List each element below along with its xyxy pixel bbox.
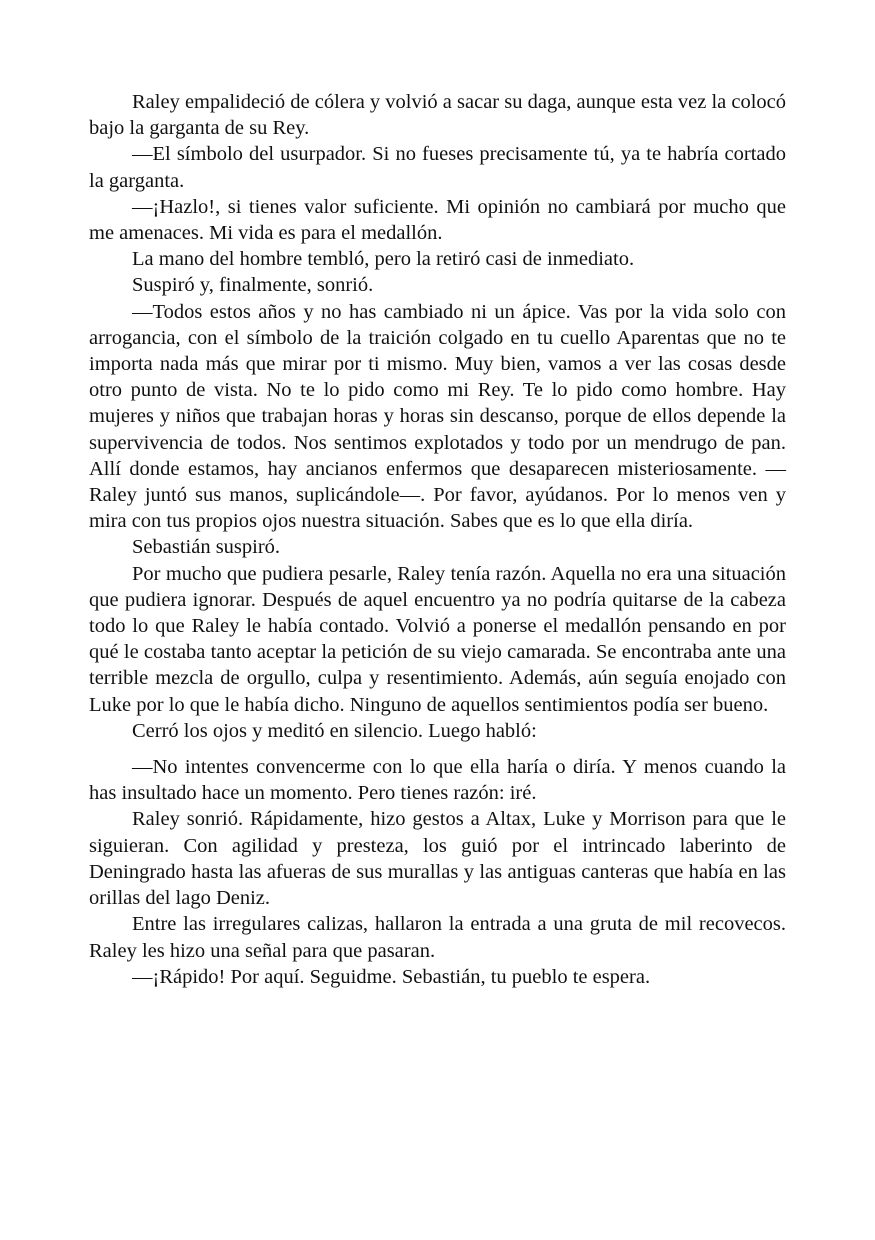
paragraph: La mano del hombre tembló, pero la retiró casi de inmediato. [132,248,635,271]
paragraph: —No intentes convencerme con lo que ella haría o diría. Y menos cuando la has insultado hace un momento. Pero tienes razón: iré. [89,756,786,805]
book-page [89,89,786,990]
paragraph: Entre las irregulares calizas, hallaron la entrada a una gruta de mil recovecos. Raley les hizo una señal para que pasaran. [89,913,786,962]
paragraph: Por mucho que pudiera pesarle, Raley tenía razón. Aquella no era una situación que pudiera ignorar. Después de aquel encuentro ya no podría quitarse de la cabeza todo lo que Raley le había contado. Volvió a ponerse el medallón pensando en por qué le costaba tanto aceptar la petición de su viejo camarada. Se encontraba ante una terrible mezcla de orgullo, culpa y resentimiento. Además, aún seguía enojado con Luke por lo que le había dicho. Ninguno de aquellos sentimientos podía ser bueno. [89,562,786,716]
paragraph: Suspiró y, finalmente, sonrió. [132,274,374,297]
paragraph: —¡Rápido! Por aquí. Seguidme. Sebastián, tu pueblo te espera. [132,965,651,988]
paragraph: —¡Hazlo!, si tienes valor suficiente. Mi opinión no cambiará por mucho que me amenaces. Mi vida es para el medallón. [89,195,786,245]
paragraph: Raley sonrió. Rápidamente, hizo gestos a Altax, Luke y Morrison para que le siguieran. Con agilidad y presteza, los guió por el intrincado laberinto de Deningrado hasta las afueras de sus murallas y las antiguas canteras que había en las orillas del lago Deniz. [89,808,786,910]
paragraph: —El símbolo del usurpador. Si no fueses precisamente tú, ya te habría cortado la garganta. [89,143,786,192]
paragraph: Sebastián suspiró. [132,536,281,559]
paragraph: Raley empalideció de cólera y volvió a sacar su daga, aunque esta vez la colocó bajo la garganta de su Rey. [89,91,787,140]
paragraph: —Todos estos años y no has cambiado ni un ápice. Vas por la vida solo con arrogancia, con el símbolo de la traición colgado en tu cuello Aparentas que no te importa nada más que mirar por ti mismo. Muy bien, vamos a ver las cosas desde otro punto de vista. No te lo pido como mi Rey. Te lo pido como hombre. Hay mujeres y niños que trabajan horas y horas sin descanso, porque de ellos depende la supervivencia de todos. Nos sentimos explotados y todo por un mendrugo de pan. Allí donde estamos, hay ancianos enfermos que desaparecen misteriosamente. —Raley juntó sus manos, suplicándole—. Por favor, ayúdanos. Por lo menos ven y mira con tus propios ojos nuestra situación. Sabes que es lo que ella diría. [89,300,786,533]
paragraph: Cerró los ojos y meditó en silencio. Luego habló: [132,719,537,742]
